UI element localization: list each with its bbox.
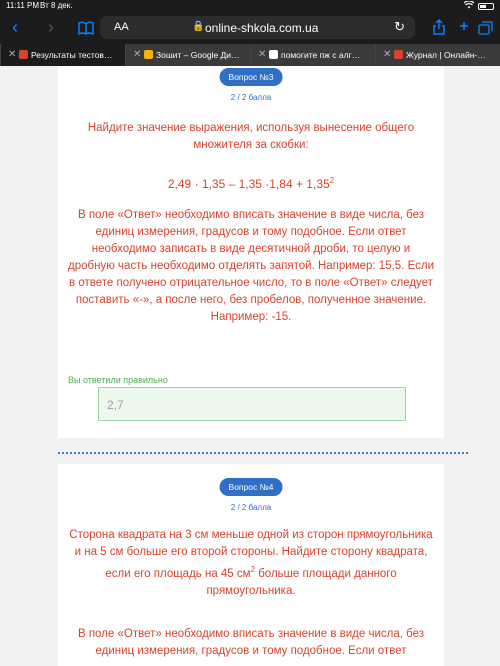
tab-title: Журнал | Онлайн-… (406, 50, 486, 60)
new-tab-icon[interactable] (456, 18, 472, 38)
status-time: 11:11 PM (6, 1, 40, 10)
answer-field (98, 387, 406, 421)
math-expression (68, 172, 434, 193)
question-score: 2 / 2 балла (230, 503, 272, 512)
question-card-3 (58, 66, 444, 438)
tabs-overview-icon[interactable] (478, 19, 494, 39)
close-icon[interactable]: ✕ (8, 49, 17, 60)
close-icon[interactable]: ✕ (383, 49, 392, 60)
share-icon[interactable] (432, 19, 446, 39)
expression-exponent: 2 (329, 176, 335, 185)
question-prompt (68, 527, 434, 600)
url-text[interactable]: online-shkola.com.ua (205, 21, 319, 35)
tab-favicon-icon (394, 50, 403, 59)
status-date: Вт 8 дек. (40, 1, 73, 10)
tab-favicon-icon (19, 50, 28, 59)
battery-icon (478, 3, 494, 10)
reload-icon[interactable]: ↻ (394, 19, 405, 34)
answer-value: 2,7 (107, 398, 124, 412)
close-icon[interactable]: ✕ (133, 49, 142, 60)
tab-results[interactable] (0, 44, 125, 66)
question-prompt: Найдите значение выражения, используя вынесение общего множителя за скобки: (87, 122, 415, 151)
question-score: 2 / 2 балла (230, 93, 272, 102)
prompt-text-b: больше площади данного прямоугольника. (206, 567, 397, 597)
tab-title: Зошит – Google Ди… (156, 50, 240, 60)
question-card-4 (58, 464, 444, 666)
book-icon[interactable] (78, 19, 94, 39)
tab-title: Результаты тестов… (31, 50, 113, 60)
question-badge: Вопрос №3 (220, 68, 283, 86)
answer-instructions: В поле «Ответ» необходимо вписать значение в виде числа, без единиц измерения, градусов и тому подобное. Если ответ (77, 628, 425, 657)
wifi-icon (464, 1, 474, 11)
status-indicators (464, 1, 494, 11)
expression-text: 2,49 · 1,35 – 1,35 ·1,84 + 1,35 (167, 177, 330, 191)
google-drive-icon (144, 50, 153, 59)
address-bar[interactable] (100, 16, 415, 39)
back-icon[interactable]: ‹ (12, 17, 18, 37)
question-badge: Вопрос №4 (220, 478, 283, 496)
tab-google-drive[interactable] (125, 44, 250, 66)
tab-help-question[interactable] (250, 44, 375, 66)
result-label: Вы ответили правильно (68, 375, 168, 385)
answer-instructions: В поле «Ответ» необходимо вписать значение в виде числа, без единиц измерения, градусов и тому подобное. Если ответ необходимо записать в виде десятичной дроби, то целую и дробную часть необходимо отделять запятой. Например: 15,5. Если в ответе получено отрицательное число, то в поле «Ответ» следует поставить «-», а после него, без пробелов, полученное значение. Например: -15. (68, 209, 434, 323)
section-divider (58, 452, 468, 454)
tab-title: помогите пж с алг… (281, 50, 361, 60)
browser-toolbar (0, 12, 500, 44)
reader-mode-button[interactable]: AA (114, 21, 129, 33)
tab-journal[interactable] (375, 44, 500, 66)
znanija-icon (269, 50, 278, 59)
close-icon[interactable]: ✕ (258, 49, 267, 60)
status-bar (0, 0, 500, 12)
prompt-exponent: 2 (250, 565, 256, 574)
forward-icon[interactable]: › (48, 17, 54, 37)
tab-strip (0, 44, 500, 66)
lock-icon: 🔒 (192, 21, 205, 32)
prompt-text-a: Сторона квадрата на 3 см меньше одной из сторон прямоугольника и на 5 см больше его второй стороны. Найдите сторону квадрата, если его площадь на 45 см (69, 529, 433, 580)
page-content (0, 66, 500, 666)
